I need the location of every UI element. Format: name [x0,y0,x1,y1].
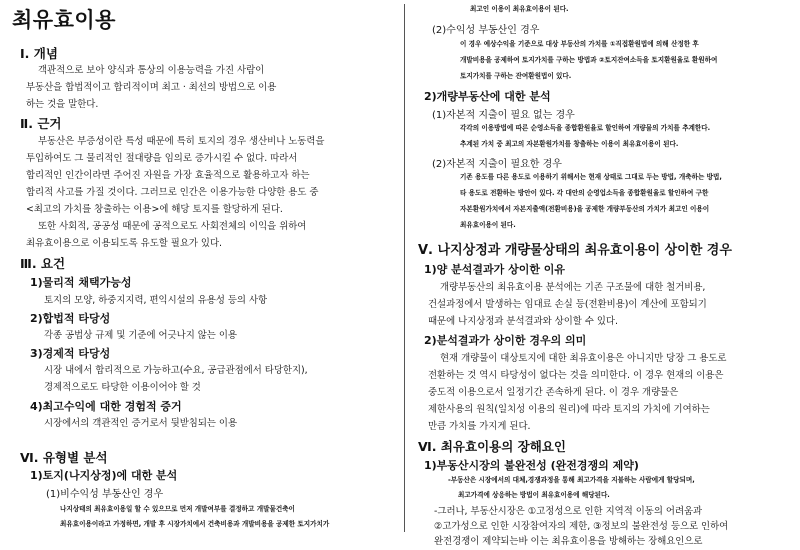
paragraph-line: 중도적 이용으로서 일정기간 존속하게 된다. 이 경우 개량물은 [428,387,679,398]
paragraph-line: 제한사용의 원칙(일치성 이용의 원리)에 따라 토지의 가치에 기여하는 [428,404,710,415]
section-title-divergent-use: Ⅴ. 나지상정과 개량물상태의 최유효이용이 상이한 경우 [418,243,732,258]
subsection-heading: 2)개량부동산에 대한 분석 [424,90,551,103]
small-text-line: -부동산은 시장에서의 대체,경쟁과정을 통해 최고가격을 지불하는 사람에게 할당되며, [448,476,695,484]
small-text-line: 이 경우 예상수익을 기준으로 대상 부동산의 가치를 ①직접환원법에 의해 산정한 후 [460,40,699,48]
small-text-line: 타 용도로 전환하는 방안이 있다. 각 대안의 순영업소득을 종합환원율로 할인하여 구한 [460,189,709,197]
paragraph-line: 또한 사회적, 공공성 때문에 공적으로도 사회전체의 이익을 위하여 [38,221,307,232]
requirement-heading: 4)최고수익에 대한 경험적 증거 [30,400,182,413]
paragraph-line: <최고의 가치를 창출하는 이용>에 해당 토지를 할당하게 된다. [26,204,283,215]
paragraph-line: -그러나, 부동산시장은 ①고정성으로 인한 지역적 이동의 어려움과 [434,506,703,517]
small-text-line: 최고인 이용이 최유효이용이 된다. [470,5,569,13]
paragraph-line: 현재 개량물이 대상토지에 대한 최유효이용은 아니지만 당장 그 용도로 [440,353,727,364]
paragraph-line: 때문에 나지상정과 분석결과와 상이할 수 있다. [428,316,618,327]
requirement-heading: 2)합법적 타당성 [30,312,111,325]
page-title: 최유효이용 [12,8,116,32]
section-title-type-analysis: Ⅵ. 유형별 분석 [20,450,108,465]
paragraph-line: 완전경쟁이 제약되는바 이는 최유효이용을 방해하는 장해요인으로 [434,536,703,547]
subsection-heading: 2)분석결과가 상이한 경우의 의미 [424,334,587,347]
paragraph-line: 만큼 가치를 가지게 된다. [428,421,531,432]
paragraph-line: 합리적 사고를 가질 것이다. 그러므로 인간은 이용가능한 다양한 용도 중 [26,187,319,198]
column-divider [404,4,405,532]
paragraph-line: 객관적으로 보아 양식과 통상의 이용능력을 가진 사람이 [38,65,265,76]
subsection-heading: 1)토지(나지상정)에 대한 분석 [30,469,178,482]
section-title-concept: Ⅰ. 개념 [20,46,58,61]
subsubsection-heading: (1)자본적 지출이 필요 없는 경우 [432,110,575,121]
subsection-heading: 1)양 분석결과가 상이한 이유 [424,263,566,276]
paragraph-line: 전환하는 것 역시 타당성이 없다는 것을 의미한다. 이 경우 현재의 이용은 [428,370,724,381]
section-title-obstacles: Ⅵ. 최유효이용의 장해요인 [418,439,566,454]
subsubsection-heading: (1)비수익성 부동산인 경우 [46,489,164,500]
small-text-line: 추계된 가치 중 최고의 자본환원가치를 창출하는 이용이 최유효이용이 된다. [460,140,679,148]
paragraph-line: 부동산은 부증성이란 특성 때문에 특히 토지의 경우 생산비나 노동력을 [38,136,325,147]
requirement-text: 시장 내에서 합리적으로 가능하고(수요, 공급관점에서 타당한지), [44,365,308,376]
requirement-text: 시장에서의 객관적인 증거로서 뒷받침되는 이용 [44,418,238,429]
paragraph-line: 건설과정에서 발생하는 임대료 손실 등(전환비용)이 계산에 포함되기 [428,299,707,310]
small-text-line: 최고가격에 상응하는 방법이 최유효이용에 해당된다. [458,491,610,499]
requirement-heading: 3)경제적 타당성 [30,347,111,360]
small-text-line: 각각의 이용방법에 따른 순영소득을 종합환원율로 할인하여 개량물의 가치를 추계한다. [460,124,711,132]
paragraph-line: ②고가성으로 인한 시장참여자의 제한, ③정보의 불완전성 등으로 인하여 [434,521,729,532]
small-text-line: 기존 용도를 다른 용도로 이용하기 위해서는 현재 상태로 그대로 두는 방법, 개축하는 방법, [460,173,722,181]
small-text-line: 개발비용을 공제하여 토지가치를 구하는 방법과 ②토지잔여소득을 토지환원율로 환원하여 [460,56,718,64]
requirement-heading: 1)물리적 채택가능성 [30,276,132,289]
small-text-line: 나지상태의 최유효이용일 할 수 있으므로 먼저 개발여부를 결정하고 개발물건축이 [60,505,295,513]
paragraph-line: 최유효이용으로 이용되도록 유도할 필요가 있다. [26,238,223,249]
subsubsection-heading: (2)수익성 부동산인 경우 [432,25,540,36]
requirement-text: 각종 공법상 규제 및 기준에 어긋나지 않는 이용 [44,330,237,341]
subsubsection-heading: (2)자본적 지출이 필요한 경우 [432,159,562,170]
paragraph-line: 하는 것을 말한다. [26,99,99,110]
paragraph-line: 개량부동산의 최유효이용 분석에는 기존 구조물에 대한 철거비용, [440,282,706,293]
section-title-requirements: Ⅲ. 요건 [20,256,66,271]
small-text-line: 자본환원가치에서 자본지출액(전환비용)을 공제한 개량부동산의 가치가 최고인 이용이 [460,205,710,213]
paragraph-line: 투입하여도 그 물리적인 절대량을 임의로 증가시킬 수 없다. 따라서 [26,153,298,164]
section-title-basis: Ⅱ. 근거 [20,116,62,131]
subsection-heading: 1)부동산시장의 불완전성 (완전경쟁의 제약) [424,459,639,472]
small-text-line: 토지가치를 구하는 잔여환원법이 있다. [460,72,572,80]
small-text-line: 최유효이용이라고 가정하면, 개발 후 시장가치에서 건축비용과 개발비용을 공제한 토지가치가 [60,520,330,528]
paragraph-line: 부동산을 합법적이고 합리적이며 최고 · 최선의 방법으로 이용 [26,82,277,93]
paragraph-line: 합리적인 인간이라면 주어진 자원을 가장 효율적으로 활용하고자 하는 [26,170,310,181]
requirement-text: 토지의 모양, 하중지지력, 편익시설의 유용성 등의 사항 [44,295,268,306]
requirement-text: 경제적으로도 타당한 이용이어야 할 것 [44,382,201,393]
small-text-line: 최유효이용이 된다. [460,221,516,229]
